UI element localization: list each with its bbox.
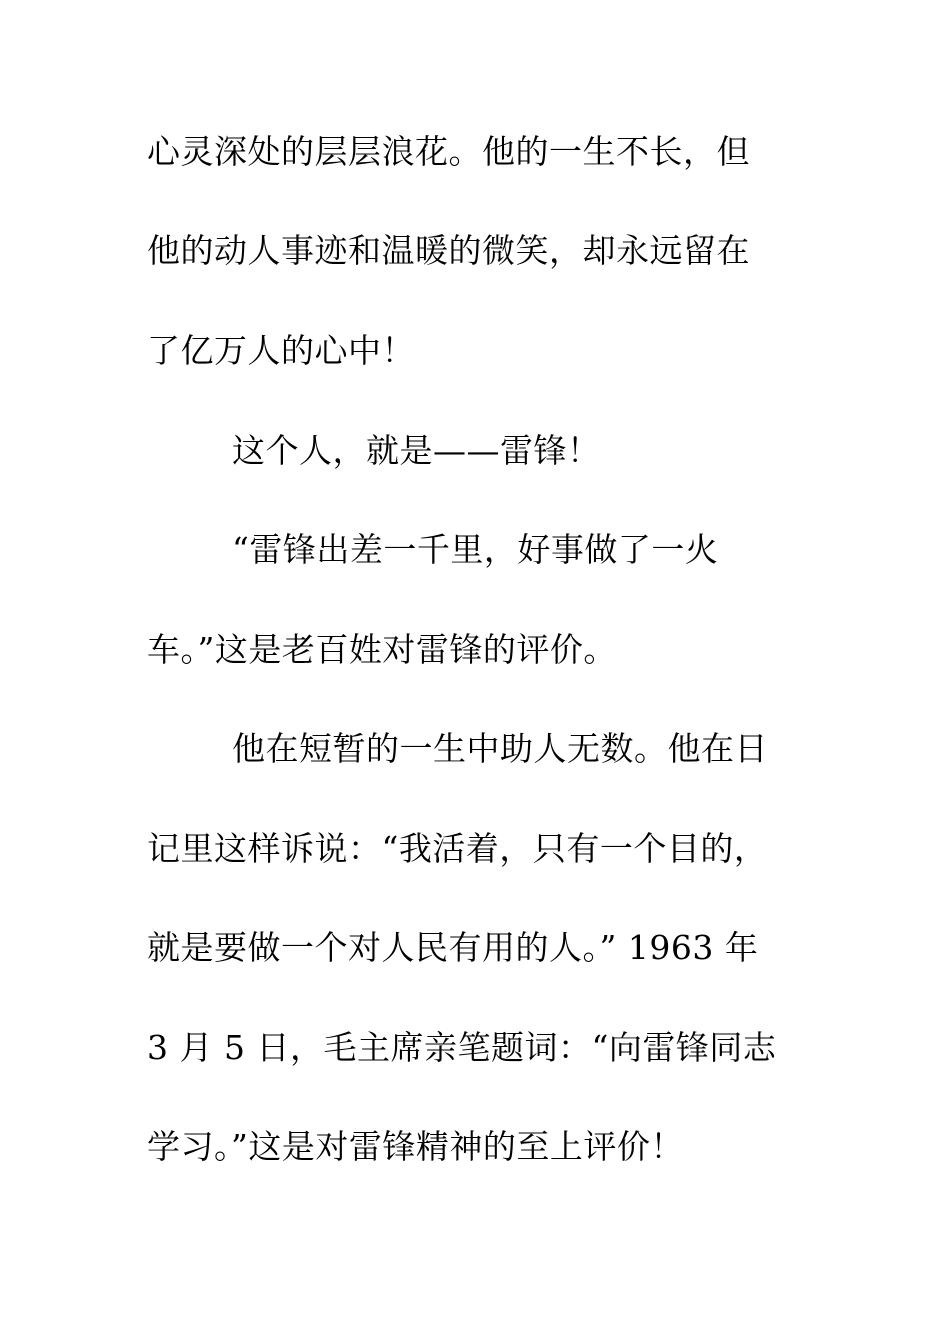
text-line-6: 车。”这是老百姓对雷锋的评价。 [147,630,617,669]
text-line-7: 他在短暂的一生中助人无数。他在日 [232,729,768,768]
text-line-10: 3 月 5 日，毛主席亲笔题词：“向雷锋同志 [147,1028,777,1067]
text-line-9: 就是要做一个对人民有用的人。” 1963 年 [147,928,759,967]
text-line-8: 记里这样诉说：“我活着，只有一个目的， [147,829,768,868]
text-line-11: 学习。”这是对雷锋精神的至上评价！ [147,1127,684,1166]
text-line-4: 这个人，就是——雷锋！ [232,431,601,470]
text-line-2: 他的动人事迹和温暖的微笑，却永远留在 [147,231,750,270]
text-line-5: “雷锋出差一千里，好事做了一火 [232,530,719,569]
text-line-1: 心灵深处的层层浪花。他的一生不长，但 [147,132,750,171]
text-line-3: 了亿万人的心中！ [147,331,415,370]
